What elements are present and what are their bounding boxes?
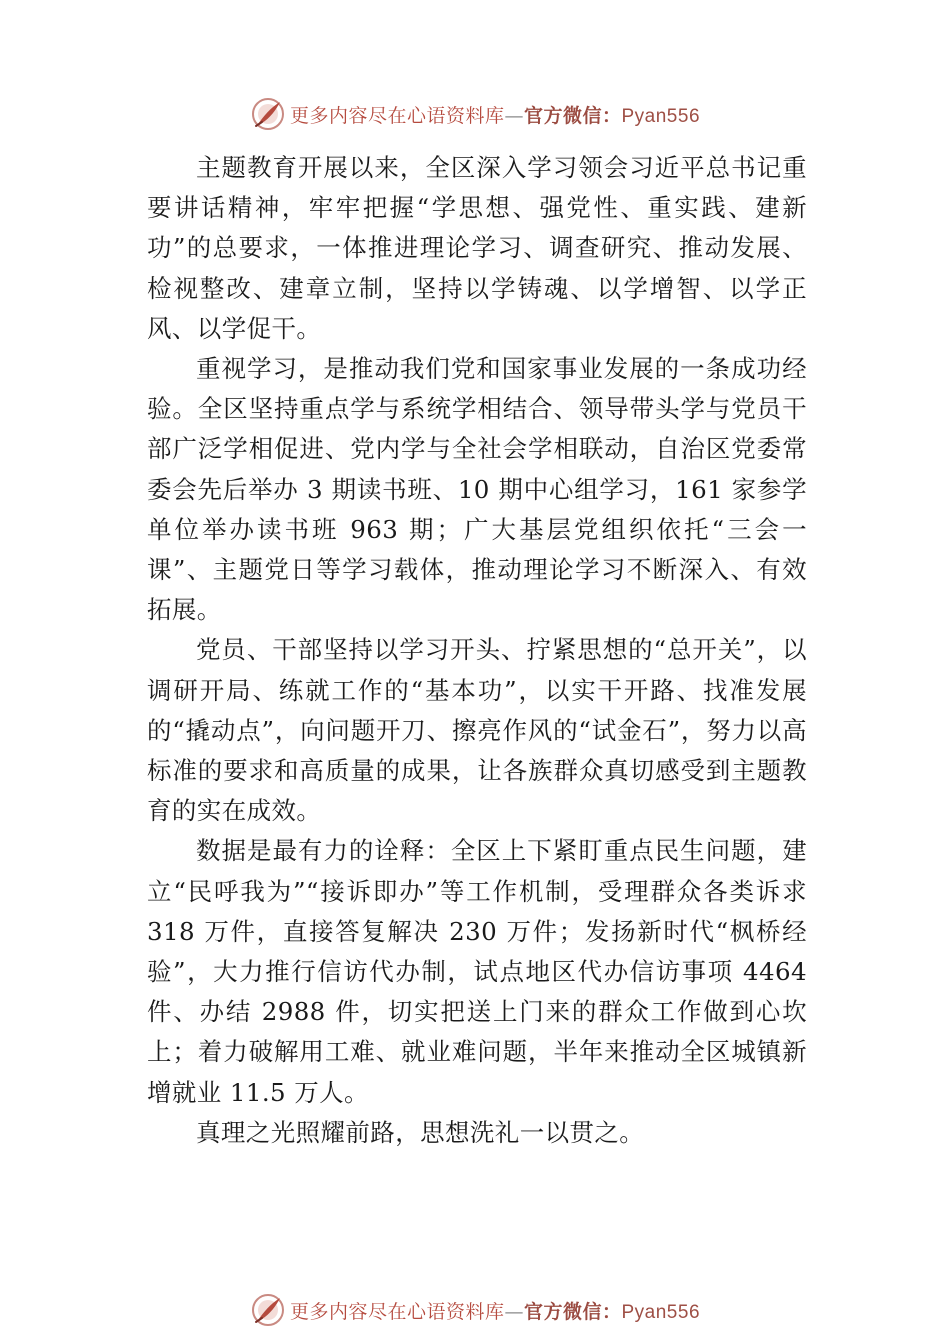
quill-pen-logo-icon: [250, 96, 286, 132]
paragraph-5: 真理之光照耀前路，思想洗礼一以贯之。: [196, 1117, 645, 1147]
footer-separator: —: [504, 1300, 524, 1323]
header-wechat-label: 官方微信：: [523, 104, 622, 127]
header-wechat-account: Pyan556: [621, 105, 701, 127]
footer-wechat-account: Pyan556: [621, 1301, 701, 1323]
paragraph-3: 党员、干部坚持以学习开头、拧紧思想的“总开关”，以调研开局、练就工作的“基本功”，以实干开路、找准发展的“撬动点”，向问题开刀、擦亮作风的“试金石”，努力以高标准的要求和高质量的成果，让各族群众真切感受到主题教育的实在成效。: [147, 635, 807, 826]
header-library-name: 更多内容尽在心语资料库: [289, 104, 505, 127]
paragraph-2: 重视学习，是推动我们党和国家事业发展的一条成功经验。全区坚持重点学与系统学相结合、领导带头学与党员干部广泛学相促进、党内学与全社会学相联动，自治区党委常委会先后举办 3 期读书班、10 期中心组学习，161 家参学单位举办读书班 963 期；广大基层党组织依托“三会一课”、主题党日等学习载体，推动理论学习不断深入、有效拓展。: [147, 354, 807, 625]
header-separator: —: [504, 104, 524, 127]
paragraph-4: 数据是最有力的诠释：全区上下紧盯重点民生问题，建立“民呼我为”“接诉即办”等工作机制，受理群众各类诉求 318 万件，直接答复解决 230 万件；发扬新时代“枫桥经验”，大力推行信访代办制，试点地区代办信访事项 4464 件、办结 2988 件，切实把送上门来的群众工作做到心坎上；着力破解用工难、就业难问题，半年来推动全区城镇新增就业 11.5 万人。: [147, 836, 807, 1107]
footer-wechat-label: 官方微信：: [523, 1300, 622, 1323]
footer-library-name: 更多内容尽在心语资料库: [289, 1300, 505, 1323]
footer-banner-text: [290, 1297, 700, 1324]
header-banner: [0, 94, 950, 134]
footer-banner: [0, 1290, 950, 1330]
paragraph-1: 主题教育开展以来，全区深入学习领会习近平总书记重要讲话精神，牢牢把握“学思想、强党性、重实践、建新功”的总要求，一体推进理论学习、调查研究、推动发展、检视整改、建章立制，坚持以学铸魂、以学增智、以学正风、以学促干。: [147, 153, 807, 343]
header-banner-text: [290, 101, 700, 128]
quill-pen-logo-icon: [250, 1292, 286, 1328]
document-body: [147, 148, 807, 1153]
